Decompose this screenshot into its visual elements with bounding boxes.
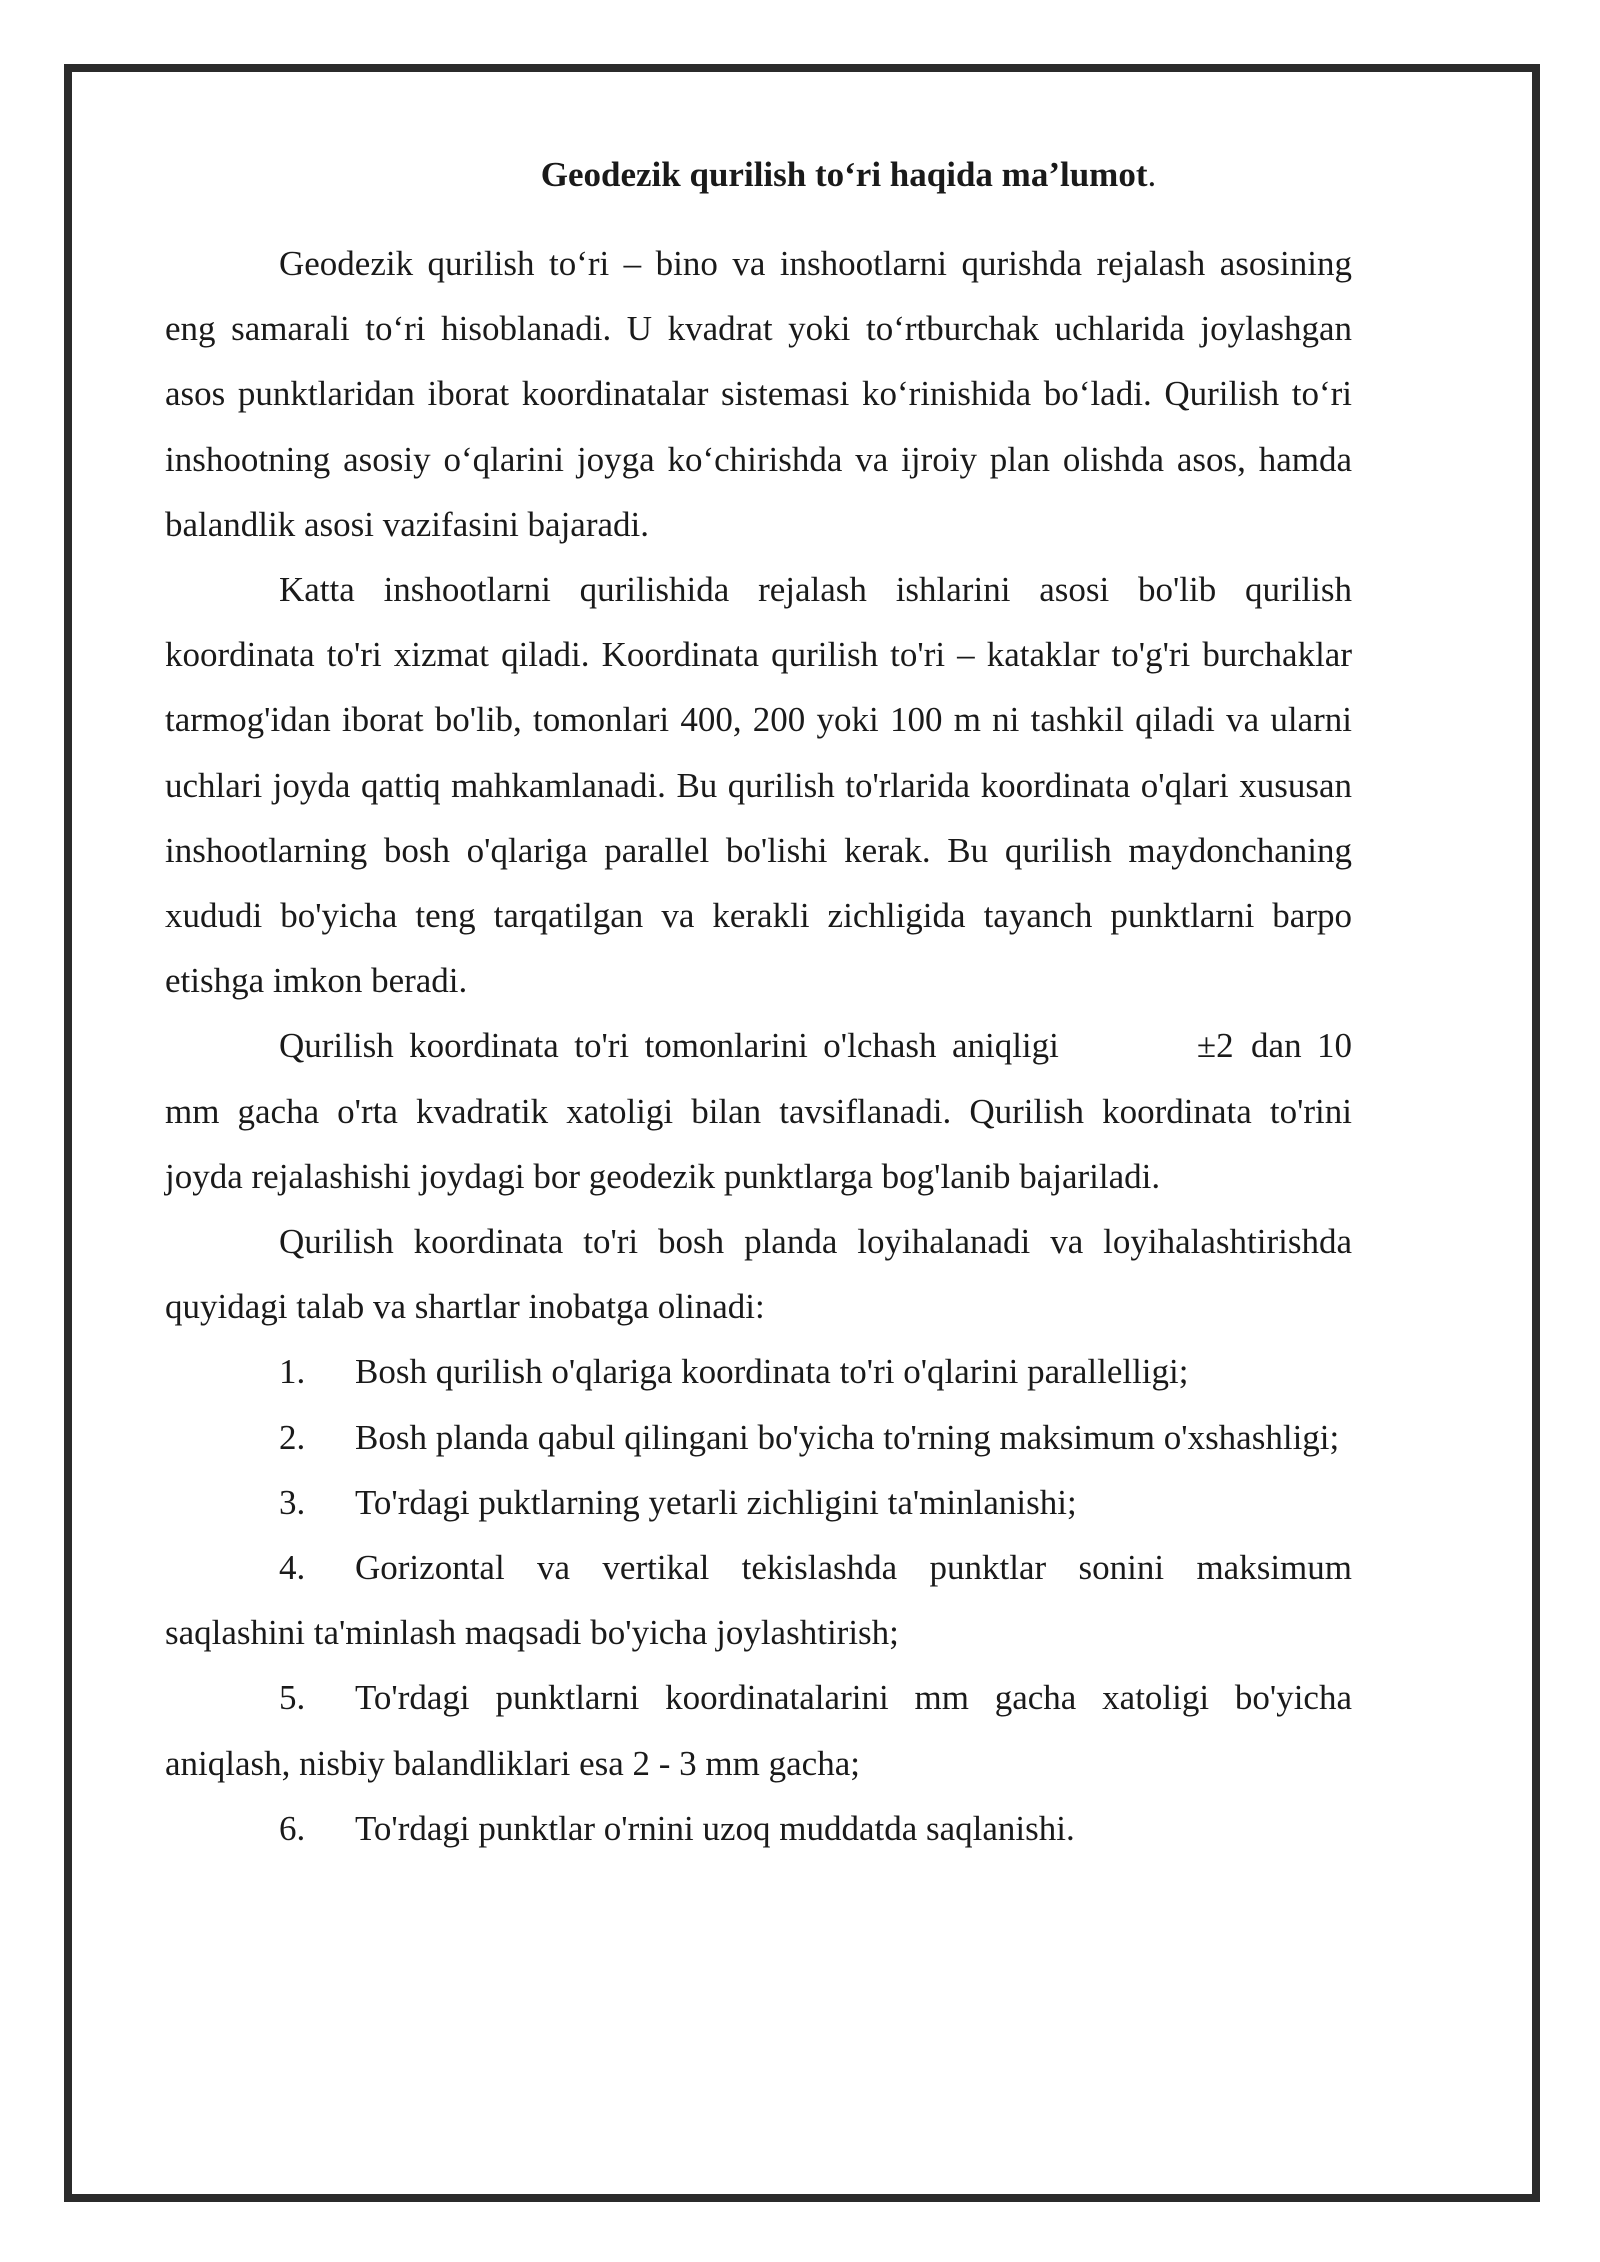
document-body <box>165 142 1352 1861</box>
paragraph-3 <box>165 1013 1352 1209</box>
list-item <box>165 1470 1352 1535</box>
list-number: 3. <box>279 1482 306 1522</box>
paragraph-2: Katta inshootlarni qurilishida rejalash ishlarini asosi bo'lib qurilish koordinata to'ri xizmat qiladi. Koordinata qurilish to'ri – kataklar to'g'ri burchaklar tarmog'idan iborat bo'lib, tomonlari 400, 200 yoki 100 m ni tashkil qiladi va ularni uchlari joyda qattiq mahkamlanadi. Bu qurilish to'rlarida koordinata o'qlari xususan inshootlarning bosh o'qlariga parallel bo'lishi kerak. Bu qurilish maydonchaning xududi bo'yicha teng tarqatilgan va kerakli zichligida tayanch punktlarni barpo etishga imkon beradi. <box>165 570 1352 1001</box>
list-number: 5. <box>279 1678 306 1718</box>
list-number: 2. <box>279 1417 306 1457</box>
list-item <box>165 1405 1352 1470</box>
title-text: Geodezik qurilish to‘ri haqida ma’lumot <box>540 155 1148 194</box>
document-title <box>165 142 1352 207</box>
list-text: To'rdagi punktlarni koordinatalarini mm gacha xatoligi bo'yicha aniqlash, nisbiy balandliklari esa 2 - 3 mm gacha; <box>165 1678 1352 1783</box>
list-text: Gorizontal va vertikal tekislashda punktlar sonini maksimum saqlashini ta'minlash maqsadi bo'yicha joylashtirish; <box>165 1548 1352 1653</box>
paragraph-1: Geodezik qurilish to‘ri – bino va inshootlarni qurishda rejalash asosining eng samarali to‘ri hisoblanadi. U kvadrat yoki to‘rtburchak uchlarida joylashgan asos punktlaridan iborat koordinatalar sistemasi ko‘rinishida bo‘ladi. Qurilish to‘ri inshootning asosiy o‘qlarini joyga ko‘chirishda va ijroiy plan olishda asos, hamda balandlik asosi vazifasini bajaradi. <box>165 244 1352 544</box>
title-period: . <box>1147 155 1157 194</box>
list-text: Bosh planda qabul qilingani bo'yicha to'rning maksimum o'xshashligi; <box>355 1417 1340 1457</box>
list-item <box>165 1535 1352 1665</box>
list-text: Bosh qurilish o'qlariga koordinata to'ri o'qlarini parallelligi; <box>355 1352 1189 1392</box>
list-item <box>165 1665 1352 1795</box>
list-item <box>165 1796 1352 1861</box>
plus-minus-value: ±2 <box>1196 1026 1234 1066</box>
list-text: To'rdagi puktlarning yetarli zichligini ta'minlanishi; <box>355 1482 1077 1522</box>
paragraph-4: Qurilish koordinata to'ri bosh planda loyihalanadi va loyihalashtirishda quyidagi talab va shartlar inobatga olinadi: <box>165 1222 1352 1327</box>
list-text: To'rdagi punktlar o'rnini uzoq muddatda saqlanishi. <box>355 1808 1075 1848</box>
list-number: 1. <box>279 1352 306 1392</box>
list-item <box>165 1339 1352 1404</box>
list-number: 4. <box>279 1548 306 1588</box>
paragraph-3-end: dan 10 mm gacha o'rta kvadratik xatoligi bilan tavsiflanadi. Qurilish koordinata to'rini joyda rejalashishi joydagi bor geodezik punktlarga bog'lanib bajariladi. <box>165 1026 1352 1196</box>
paragraph-3-start: Qurilish koordinata to'ri tomonlarini o'lchash aniqligi <box>279 1026 1059 1066</box>
list-number: 6. <box>279 1808 306 1848</box>
